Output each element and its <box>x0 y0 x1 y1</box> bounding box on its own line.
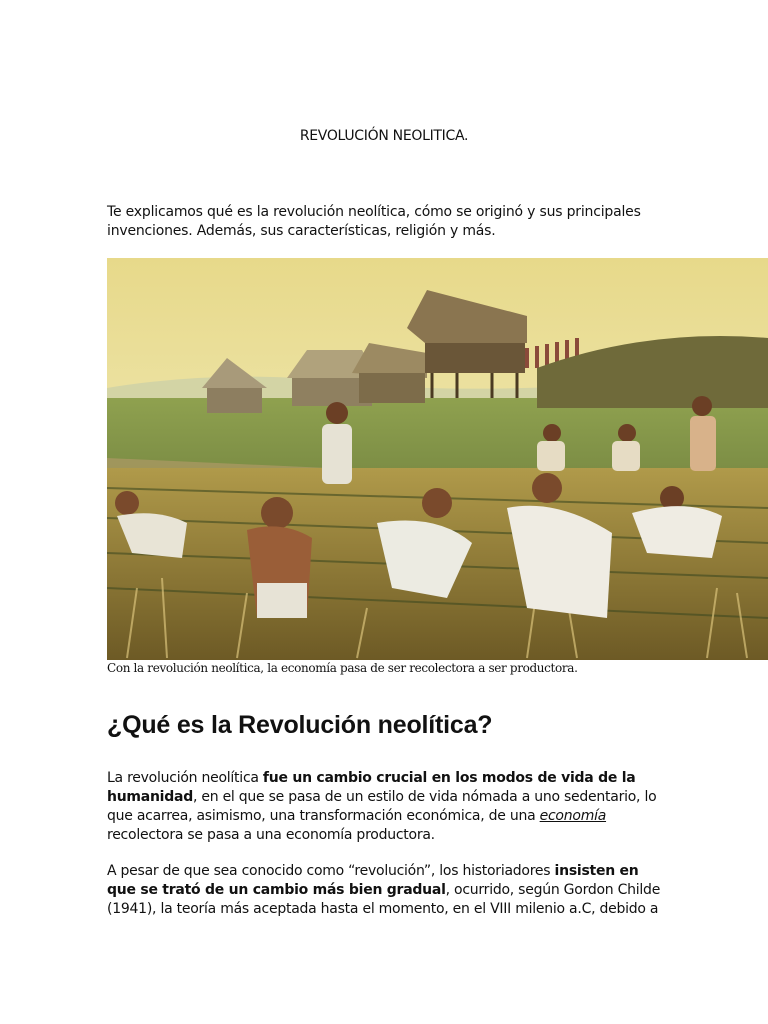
paragraph1-bold: fue un cambio crucial en los modos de vida de la humanidad <box>107 770 636 805</box>
neolithic-illustration <box>107 258 768 660</box>
paragraph2-text-2: , ocurrido, según Gordon Childe (1941), la teoría más aceptada hasta el momento, en el VIII milenio a.C, debido a <box>107 882 661 917</box>
paragraph2-text: A pesar de que sea conocido como “revolución”, los historiadores <box>107 863 555 879</box>
paragraph1-text-3: recolectora se pasa a una economía productora. <box>107 827 435 843</box>
paragraph2-bold: insisten en que se trató de un cambio más bien gradual <box>107 863 639 898</box>
figure-caption: Con la revolución neolítica, la economía pasa de ser recolectora a ser productora. <box>107 661 578 675</box>
document-title: REVOLUCIÓN NEOLITICA. <box>299 128 469 144</box>
illustration-neolithic-farming-icon <box>107 258 768 660</box>
paragraph-definition <box>107 769 667 845</box>
economia-link[interactable]: economía <box>539 808 607 824</box>
paragraph-gradual-change <box>107 862 667 919</box>
paragraph1-text-2: , en el que se pasa de un estilo de vida nómada a uno sedentario, lo que acarrea, asimismo, una transformación económica, de una <box>107 789 657 824</box>
section-heading: ¿Qué es la Revolución neolítica? <box>107 711 493 739</box>
intro-paragraph: Te explicamos qué es la revolución neolítica, cómo se originó y sus principales invenciones. Además, sus características, religión y más. <box>107 204 641 239</box>
paragraph1-text: La revolución neolítica <box>107 770 263 786</box>
